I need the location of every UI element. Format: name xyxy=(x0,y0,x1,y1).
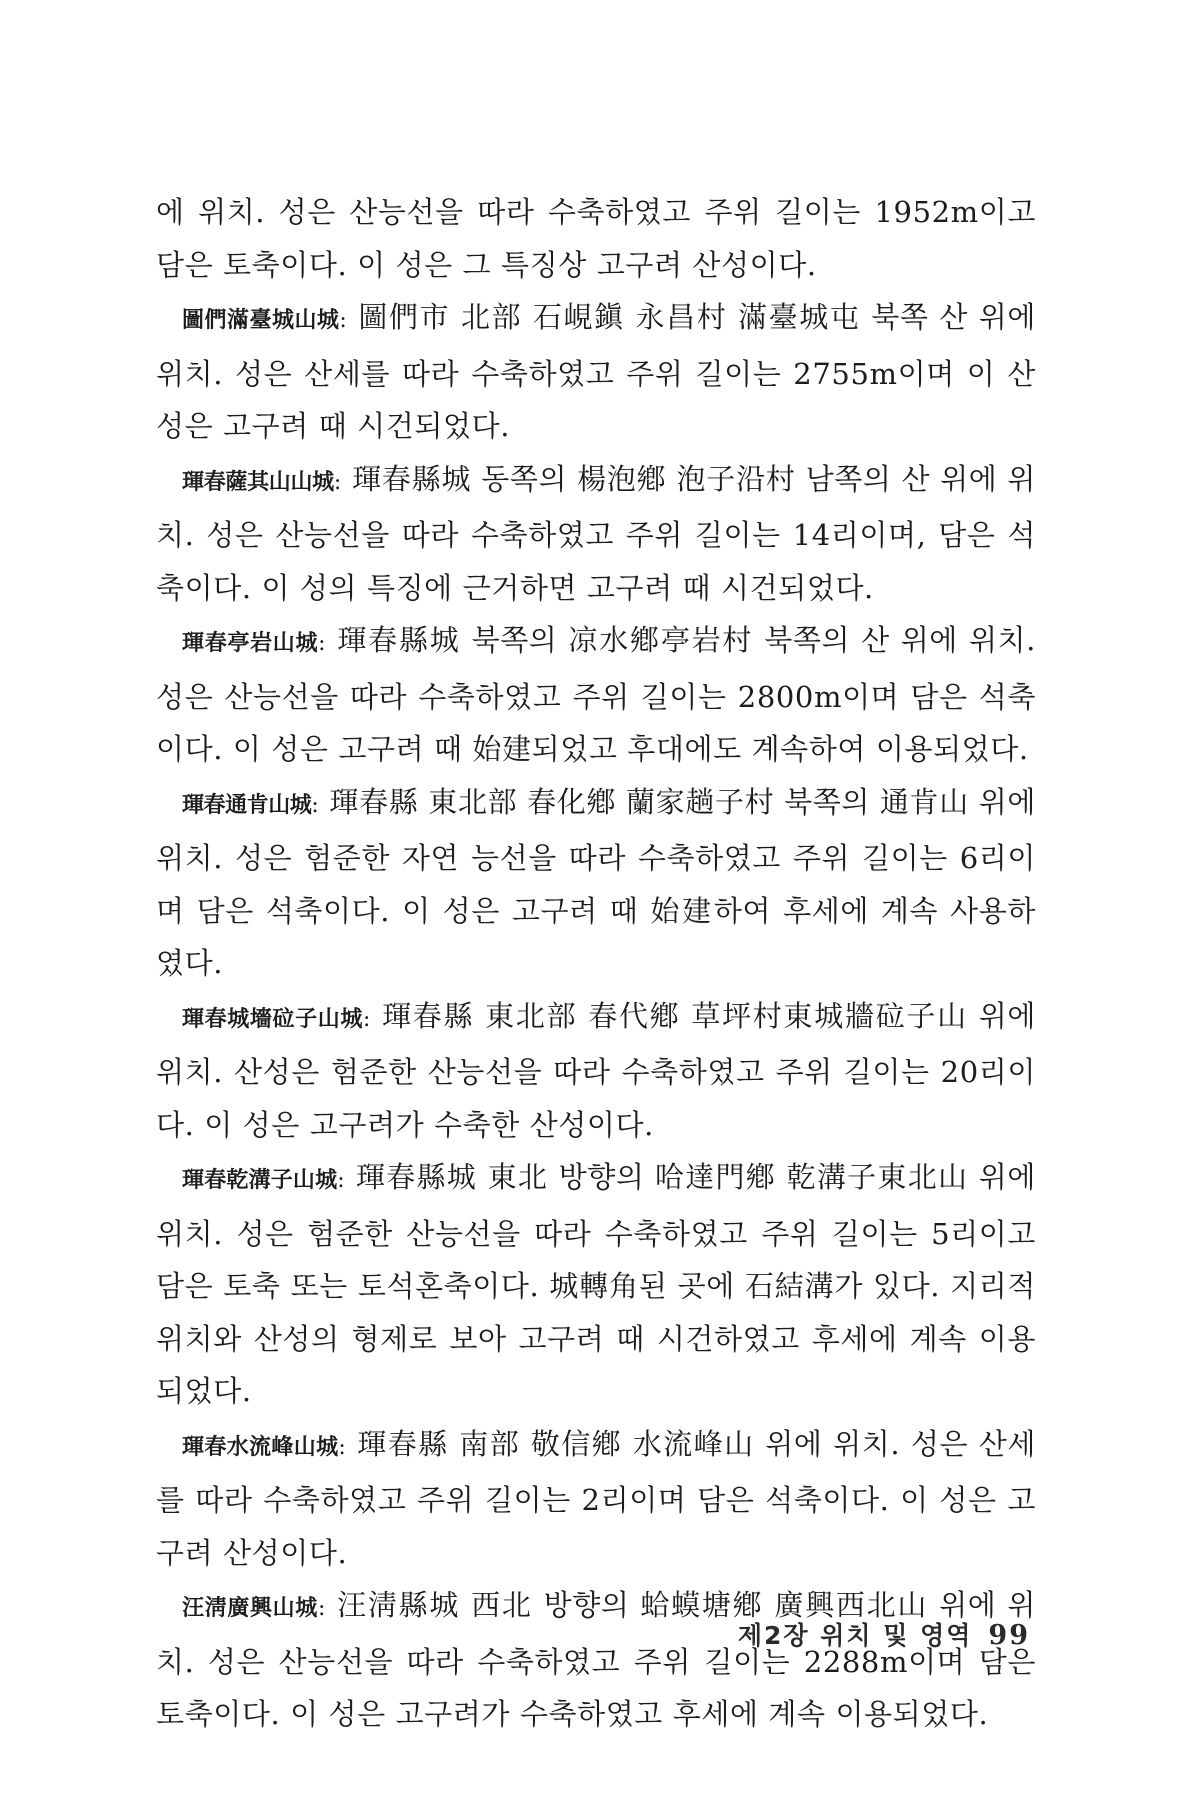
chapter-title: 제2장 위치 및 영역 xyxy=(737,1621,973,1650)
entry-hunchun-jeongam xyxy=(156,614,1036,776)
entry-name-separator: : xyxy=(333,469,342,495)
entry-name: 琿春通肯山城 xyxy=(182,792,312,818)
entry-description: 琿春縣 東北部 春代鄕 草坪村東城牆砬子山 위에 위치. 산성은 험준한 산능선을 따라 수축하였고 주위 길이는 20리이다. 이 성은 고구려가 수축한 산성이다. xyxy=(156,998,1036,1142)
entry-description: 琿春縣 南部 敬信鄕 水流峰山 위에 위치. 성은 산세를 따라 수축하였고 주위 길이는 2리이며 담은 석축이다. 이 성은 고구려 산성이다. xyxy=(156,1426,1036,1570)
entry-name: 琿春乾溝子山城 xyxy=(182,1168,338,1193)
entry-name-separator: : xyxy=(311,792,320,818)
page-number: 99 xyxy=(988,1620,1030,1651)
entry-name: 汪淸廣興山城 xyxy=(182,1596,318,1621)
entry-name: 圖們滿臺城山城 xyxy=(182,308,340,333)
entry-tumen-mandaecheong xyxy=(156,291,1036,453)
entry-name: 琿春亭岩山城 xyxy=(182,631,319,656)
entry-description: 琿春縣 東北部 春化鄕 蘭家趟子村 북쪽의 通肯山 위에 위치. 성은 험준한 자연 능선을 따라 수축하였고 주위 길이는 6리이며 담은 석축이다. 이 성은 고구려 때 始建하여 후세에 계속 사용하였다. xyxy=(156,784,1036,980)
entry-name: 琿春薩其山山城 xyxy=(182,469,334,495)
entry-hunchun-suryubong xyxy=(156,1418,1036,1580)
entry-name-separator: : xyxy=(338,1434,347,1460)
entry-name-separator: : xyxy=(317,1596,326,1621)
entry-hunchun-geongouja xyxy=(156,1151,1036,1418)
entry-hunchun-saki xyxy=(156,453,1036,615)
body-text xyxy=(156,186,1036,1741)
entry-description: 琿春縣城 東北 방향의 哈達門鄕 乾溝子東北山 위에 위치. 성은 험준한 산능선을 따라 수축하였고 주위 길이는 5리이고 담은 토축 또는 토석혼축이다. 城轉角된 곳에 石結溝가 있다. 지리적 위치와 산성의 형제로 보아 고구려 때 시건하였고 후세에 계속 이용되었다. xyxy=(156,1160,1036,1408)
intro-paragraph: 에 위치. 성은 산능선을 따라 수축하였고 주위 길이는 1952m이고 담은 토축이다. 이 성은 그 특징상 고구려 산성이다. xyxy=(156,195,1036,282)
entry-description: 汪淸縣城 西北 방향의 蛤蟆塘鄕 廣興西北山 위에 위치. 성은 산능선을 따라 수축하였고 주위 길이는 2288m이며 담은 토축이다. 이 성은 고구려가 수축하였고 후세에 계속 이용되었다. xyxy=(156,1588,1036,1731)
entry-description: 圖們市 北部 石峴鎭 永昌村 滿臺城屯 북쪽 산 위에 위치. 성은 산세를 따라 수축하였고 주위 길이는 2755m이며 이 산성은 고구려 때 시건되었다. xyxy=(156,300,1036,443)
page-footer xyxy=(700,1616,1030,1652)
entry-name-separator: : xyxy=(339,308,348,333)
entry-description: 琿春縣城 동쪽의 楊泡鄕 泡子沿村 남쪽의 산 위에 위치. 성은 산능선을 따라 수축하였고 주위 길이는 14리이며, 담은 석축이다. 이 성의 특징에 근거하면 고구려 때 시건되었다. xyxy=(156,461,1036,605)
entry-name: 琿春城墻砬子山城 xyxy=(182,1006,363,1032)
entry-name-separator: : xyxy=(362,1006,371,1032)
entry-name-separator: : xyxy=(318,631,327,656)
entry-name-separator: : xyxy=(337,1168,346,1193)
entry-wangcheong-gwangheung xyxy=(156,1579,1036,1741)
entry-description: 琿春縣城 북쪽의 凉水鄕亭岩村 북쪽의 산 위에 위치. 성은 산능선을 따라 수축하였고 주위 길이는 2800m이며 담은 석축이다. 이 성은 고구려 때 始建되었고 후대에도 계속하여 이용되었다. xyxy=(156,623,1036,766)
entry-name: 琿春水流峰山城 xyxy=(182,1434,339,1460)
entry-hunchun-seongjangnapja xyxy=(156,990,1036,1152)
entry-hunchun-tonggeung xyxy=(156,776,1036,990)
